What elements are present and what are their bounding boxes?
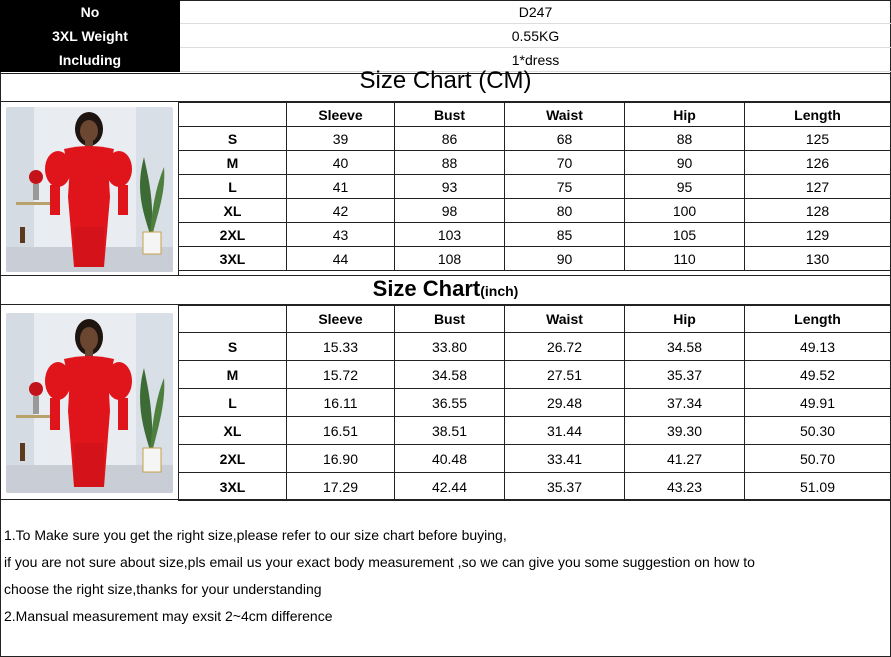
column-header: Bust [395,306,505,333]
cell-waist: 35.37 [505,473,625,501]
product-info [0,0,891,74]
cell-bust: 93 [395,175,505,199]
cell-hip: 35.37 [625,361,745,389]
cell-sleeve: 40 [287,151,395,175]
cell-sleeve: 44 [287,247,395,271]
cell-length: 50.30 [745,417,891,445]
divider [0,499,891,500]
cell-bust: 88 [395,151,505,175]
info-key: 3XL Weight [0,24,180,48]
cell-length: 49.91 [745,389,891,417]
info-value: 1*dress [180,48,891,72]
cell-waist: 75 [505,175,625,199]
cell-bust: 98 [395,199,505,223]
info-row-weight [0,24,891,48]
size-chart-inch-title-text: Size Chart [372,276,481,301]
table-row [179,247,891,271]
column-header: Length [745,103,891,127]
cell-waist: 90 [505,247,625,271]
note-line: 2.Mansual measurement may exsit 2~4cm difference [4,608,333,624]
size-label: 2XL [179,445,287,473]
info-value: D247 [180,0,891,24]
cell-waist: 31.44 [505,417,625,445]
cell-sleeve: 15.33 [287,333,395,361]
cell-waist: 26.72 [505,333,625,361]
product-photo [6,313,173,493]
cell-sleeve: 41 [287,175,395,199]
cell-length: 129 [745,223,891,247]
product-photo [6,107,173,272]
table-row [179,417,891,445]
table-row [179,223,891,247]
table-row [179,175,891,199]
cell-bust: 108 [395,247,505,271]
table-row [179,199,891,223]
size-chart-inch-table [178,305,891,501]
column-header: Sleeve [287,306,395,333]
cell-hip: 100 [625,199,745,223]
table-row [179,361,891,389]
info-key: Including [0,48,180,72]
cell-hip: 34.58 [625,333,745,361]
cell-sleeve: 17.29 [287,473,395,501]
product-photo-cell [1,305,179,499]
cell-bust: 36.55 [395,389,505,417]
table-row [179,151,891,175]
size-label: XL [179,417,287,445]
column-header: Hip [625,306,745,333]
size-label: 3XL [179,247,287,271]
size-chart-inch-title [0,274,891,306]
cell-sleeve: 16.11 [287,389,395,417]
cell-length: 128 [745,199,891,223]
column-header: Sleeve [287,103,395,127]
cell-length: 130 [745,247,891,271]
cell-bust: 42.44 [395,473,505,501]
size-label: 3XL [179,473,287,501]
cell-sleeve: 16.90 [287,445,395,473]
cell-sleeve: 42 [287,199,395,223]
cell-bust: 38.51 [395,417,505,445]
cell-hip: 41.27 [625,445,745,473]
table-row [179,445,891,473]
cell-waist: 33.41 [505,445,625,473]
cell-hip: 88 [625,127,745,151]
size-label: L [179,389,287,417]
cell-hip: 95 [625,175,745,199]
info-row-no [0,0,891,24]
table-row [179,333,891,361]
size-notes [4,522,884,630]
table-row [179,127,891,151]
column-header: Bust [395,103,505,127]
cell-sleeve: 16.51 [287,417,395,445]
cell-length: 50.70 [745,445,891,473]
header-empty [179,103,287,127]
table-header-row [179,306,891,333]
table-row [179,473,891,501]
cell-length: 125 [745,127,891,151]
table-header-row [179,103,891,127]
size-label: S [179,333,287,361]
cell-hip: 105 [625,223,745,247]
cell-bust: 103 [395,223,505,247]
size-chart-cm-table [178,102,891,271]
size-label: L [179,175,287,199]
cell-length: 49.52 [745,361,891,389]
cell-length: 51.09 [745,473,891,501]
cell-hip: 43.23 [625,473,745,501]
note-line: if you are not sure about size,pls email us your exact body measurement ,so we can give you some suggestion on how to [4,554,755,570]
cell-hip: 37.34 [625,389,745,417]
cell-bust: 33.80 [395,333,505,361]
cell-hip: 39.30 [625,417,745,445]
cell-waist: 85 [505,223,625,247]
size-label: M [179,361,287,389]
cell-bust: 86 [395,127,505,151]
size-chart-inch-unit: (inch) [480,283,519,299]
size-chart-cm-title: Size Chart (CM) [359,67,532,94]
info-key: No [0,0,180,24]
column-header: Waist [505,103,625,127]
product-photo-cell [1,102,179,275]
cell-length: 126 [745,151,891,175]
cell-waist: 80 [505,199,625,223]
cell-waist: 27.51 [505,361,625,389]
note-line: choose the right size,thanks for your understanding [4,581,322,597]
cell-sleeve: 39 [287,127,395,151]
cell-waist: 70 [505,151,625,175]
cell-length: 49.13 [745,333,891,361]
column-header: Waist [505,306,625,333]
column-header: Length [745,306,891,333]
size-label: M [179,151,287,175]
note-line: 1.To Make sure you get the right size,please refer to our size chart before buying, [4,527,507,543]
cell-hip: 110 [625,247,745,271]
cell-waist: 68 [505,127,625,151]
cell-hip: 90 [625,151,745,175]
info-value: 0.55KG [180,24,891,48]
table-row [179,389,891,417]
cell-bust: 40.48 [395,445,505,473]
size-label: XL [179,199,287,223]
column-header: Hip [625,103,745,127]
size-label: S [179,127,287,151]
cell-length: 127 [745,175,891,199]
header-empty [179,306,287,333]
cell-waist: 29.48 [505,389,625,417]
cell-sleeve: 15.72 [287,361,395,389]
cell-bust: 34.58 [395,361,505,389]
size-label: 2XL [179,223,287,247]
cell-sleeve: 43 [287,223,395,247]
